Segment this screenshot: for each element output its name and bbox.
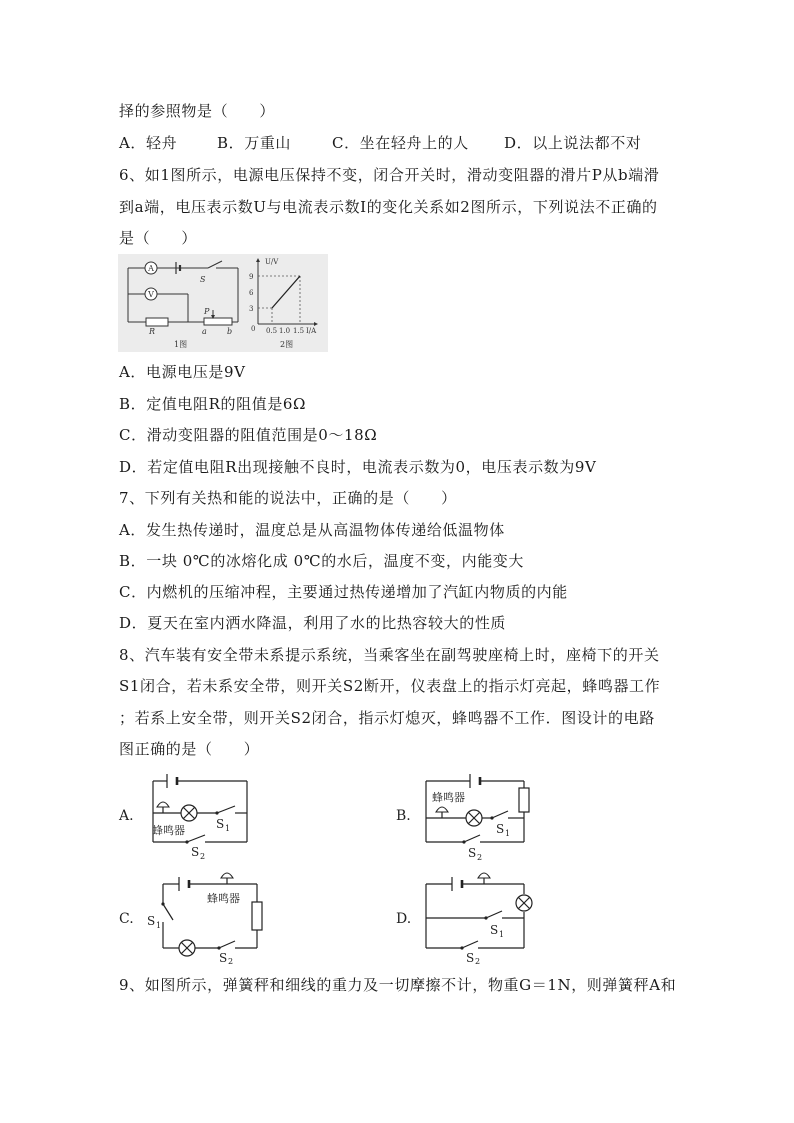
q7-option-a: A．发生热传递时，温度总是从高温物体传递给低温物体 xyxy=(119,521,505,539)
s2-label: S xyxy=(191,845,200,859)
s2-label: S xyxy=(219,951,228,964)
s2-label: S xyxy=(468,846,477,860)
s2-subscript: 2 xyxy=(200,852,206,860)
slider-label: P xyxy=(204,307,210,316)
s2-subscript: 2 xyxy=(477,853,483,862)
switch-pivot xyxy=(462,840,465,843)
y-tick-6: 6 xyxy=(249,289,254,297)
lamp-icon xyxy=(179,940,195,956)
resistor-label: R xyxy=(149,327,156,336)
battery-icon xyxy=(452,877,462,891)
voltmeter-label: V xyxy=(148,290,154,299)
x-tick-1-0: 1.0 xyxy=(279,327,291,335)
circuit-b-label: B. xyxy=(396,808,411,824)
circuit-option-c xyxy=(115,872,285,964)
battery-icon xyxy=(470,774,480,788)
buzzer-label: 蜂鸣器 xyxy=(432,791,465,804)
q8-stem-line1: 8、汽车装有安全带未系提示系统，当乘客坐在副驾驶座椅上时，座椅下的开关 xyxy=(119,646,660,664)
caption-1: 1图 xyxy=(174,340,188,349)
switch-label: S xyxy=(200,275,206,284)
switch-pivot xyxy=(490,816,493,819)
q8-stem-line3: ；若系上安全带，则开关S2闭合，指示灯熄灭，蜂鸣器不工作．图设计的电路 xyxy=(119,709,655,727)
switch-pivot xyxy=(217,946,220,949)
circuit-option-d xyxy=(392,872,562,964)
circuit-c-wires xyxy=(163,878,257,948)
circuit-d-label: D. xyxy=(396,911,412,927)
battery-icon xyxy=(167,774,177,788)
q5-option-b: B．万重山 xyxy=(217,134,292,152)
s1-label: S xyxy=(147,914,156,928)
switch-pivot xyxy=(215,811,218,814)
s1-label: S xyxy=(490,923,499,937)
s1-subscript: 1 xyxy=(225,824,231,833)
q6-option-a: A．电源电压是9V xyxy=(119,363,246,381)
s1-subscript: 1 xyxy=(156,921,162,930)
s2-subscript: 2 xyxy=(228,957,234,964)
circuit-a-label: A. xyxy=(119,808,134,824)
battery-icon xyxy=(179,877,189,891)
q7-option-c: C．内燃机的压缩冲程，主要通过热传递增加了汽缸内物质的内能 xyxy=(119,583,568,601)
switch-pivot xyxy=(460,946,463,949)
q5-option-a: A．轻舟 xyxy=(119,134,178,152)
q6-stem-line3: 是（ ） xyxy=(119,229,198,247)
x-tick-0-5: 0.5 xyxy=(266,327,278,335)
q8-stem-line4: 图正确的是（ ） xyxy=(119,740,260,758)
q6-option-c: C．滑动变阻器的阻值范围是0～18Ω xyxy=(119,426,378,444)
buzzer-icon xyxy=(221,873,233,878)
buzzer-icon xyxy=(478,873,490,878)
y-tick-3: 3 xyxy=(249,305,254,313)
q5-option-d: D．以上说法都不对 xyxy=(504,134,642,152)
circuit-c-label: C. xyxy=(119,911,134,927)
end-b-label: b xyxy=(227,327,233,336)
q7-option-b: B．一块 0℃的冰熔化成 0℃的水后，温度不变，内能变大 xyxy=(119,552,525,570)
switch-pivot xyxy=(185,840,188,843)
s2-label: S xyxy=(466,951,475,964)
y-tick-9: 9 xyxy=(249,273,254,281)
resistor-icon xyxy=(252,902,262,930)
s1-label: S xyxy=(216,817,225,831)
lamp-icon xyxy=(516,895,532,911)
q8-stem-line2: S1闭合，若未系安全带，则开关S2断开，仪表盘上的指示灯亮起，蜂鸣器工作 xyxy=(119,677,661,695)
s1-subscript: 1 xyxy=(499,930,505,939)
q5-text: 择的参照物是（ ） xyxy=(119,102,276,120)
q6-figure xyxy=(118,254,328,352)
circuit-d-wires xyxy=(426,878,524,948)
x-axis-label: I/A xyxy=(306,327,317,335)
s2-subscript: 2 xyxy=(475,957,481,964)
lamp-icon xyxy=(466,810,482,826)
resistor-icon xyxy=(519,788,529,812)
q6-stem-line2: 到a端，电压表示数U与电流表示数I的变化关系如2图所示，下列说法不正确的 xyxy=(119,198,658,216)
q7-stem: 7、下列有关热和能的说法中，正确的是（ ） xyxy=(119,489,457,507)
q6-option-b: B．定值电阻R的阻值是6Ω xyxy=(119,395,307,413)
end-a-label: a xyxy=(202,327,207,336)
buzzer-icon xyxy=(157,802,169,807)
buzzer-icon xyxy=(436,807,448,812)
s1-label: S xyxy=(496,822,505,836)
switch-pivot xyxy=(161,902,164,905)
buzzer-label: 蜂鸣器 xyxy=(207,892,240,905)
switch-pivot xyxy=(484,916,487,919)
q9-stem: 9、如图所示，弹簧秤和细线的重力及一切摩擦不计，物重G＝1N，则弹簧秤A和 xyxy=(119,976,677,994)
circuit-option-a xyxy=(115,770,285,860)
q5-option-c: C．坐在轻舟上的人 xyxy=(332,134,469,152)
buzzer-label: 蜂鸣器 xyxy=(152,824,185,837)
circuit-option-b xyxy=(392,770,562,862)
caption-2: 2图 xyxy=(280,340,294,349)
y-axis-label: U/V xyxy=(265,258,279,266)
ammeter-label: A xyxy=(148,264,154,273)
lamp-icon xyxy=(181,805,197,821)
x-tick-1-5: 1.5 xyxy=(293,327,305,335)
q6-option-d: D．若定值电阻R出现接触不良时，电流表示数为0，电压表示数为9V xyxy=(119,458,597,476)
q5-options xyxy=(119,133,641,153)
s1-subscript: 1 xyxy=(505,829,511,838)
q7-option-d: D．夏天在室内洒水降温，利用了水的比热容较大的性质 xyxy=(119,614,507,632)
origin-label: 0 xyxy=(251,325,256,333)
q6-stem-line1: 6、如1图所示，电源电压保持不变，闭合开关时，滑动变阻器的滑片P从b端滑 xyxy=(119,166,660,184)
